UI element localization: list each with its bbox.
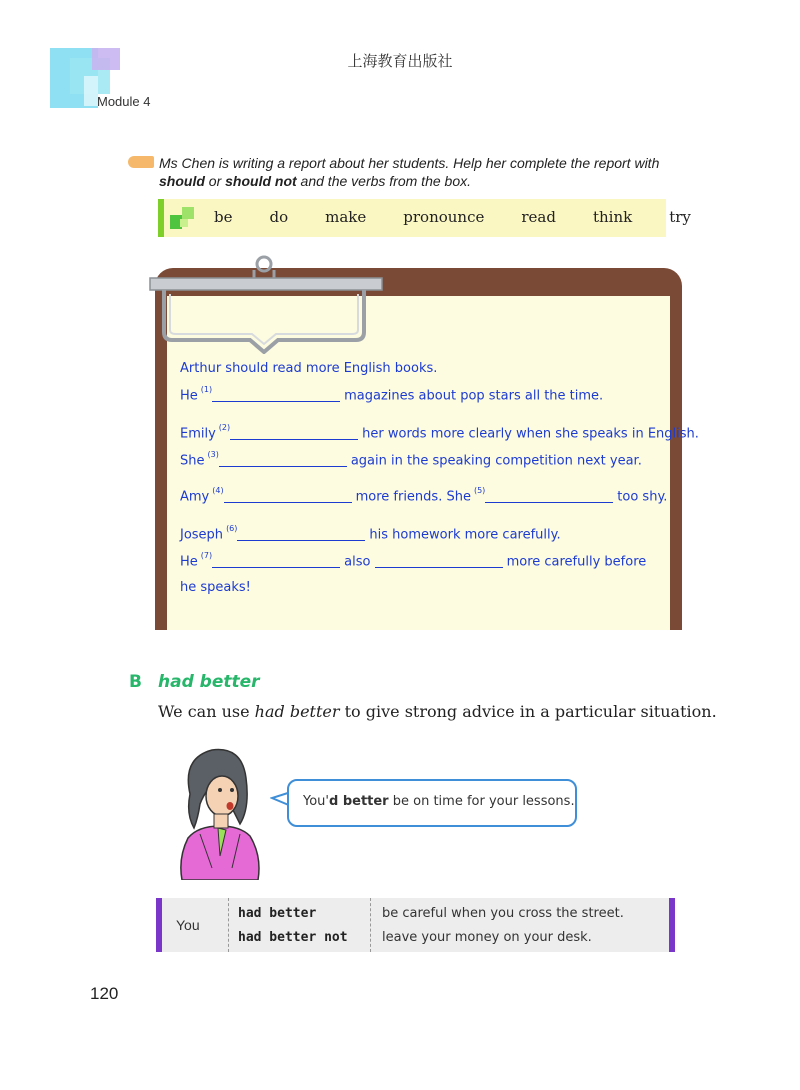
report-line (180, 553, 646, 569)
answer-blank[interactable] (485, 490, 613, 503)
answer-blank[interactable] (224, 490, 352, 503)
report-text: too shy. (617, 489, 668, 505)
word-list (214, 208, 691, 226)
report-line (180, 580, 251, 595)
word-box-decoration (170, 207, 198, 231)
blank-number: (3) (207, 450, 219, 459)
report-line (180, 526, 561, 542)
section-letter: B (129, 672, 142, 692)
teacher-illustration (160, 738, 270, 880)
module-label: Module 4 (97, 94, 151, 109)
blank-number: (1) (200, 385, 213, 394)
description-text: We can use (158, 702, 255, 721)
report-text: He (180, 388, 198, 404)
report-text: also (344, 554, 371, 570)
table-example: leave your money on your desk. (382, 930, 592, 945)
answer-blank[interactable] (375, 555, 503, 568)
report-text: more carefully before (506, 554, 647, 570)
report-text: Emily (180, 426, 216, 442)
speech-text (303, 794, 575, 809)
grammar-table (156, 898, 675, 952)
word-item: do (269, 208, 289, 226)
exercise-instructions (159, 154, 679, 190)
report-text: Joseph (180, 527, 224, 543)
report-text: her words more clearly when she speaks in English. (362, 426, 699, 442)
table-subject: You (176, 917, 200, 933)
description-text: to give strong advice in a particular situation. (339, 702, 717, 721)
answer-blank[interactable] (230, 427, 358, 440)
report-line (180, 452, 642, 468)
instruction-text: or (204, 173, 226, 189)
report-text: he speaks! (180, 580, 251, 595)
report-text: more friends. She (355, 489, 471, 505)
report-line (180, 488, 667, 504)
clipboard-clip-icon (146, 250, 386, 354)
word-item: try (669, 208, 691, 226)
speech-keyword: d better (328, 794, 389, 809)
answer-blank[interactable] (237, 528, 365, 541)
blank-number: (2) (218, 423, 231, 432)
word-item: think (592, 208, 633, 226)
report-text: She (180, 453, 205, 469)
instruction-keyword-should-not: should not (225, 173, 297, 189)
report-text: again in the speaking competition next year. (350, 453, 642, 469)
report-line (180, 425, 699, 441)
table-divider (370, 898, 371, 952)
page-number: 120 (90, 984, 119, 1003)
blank-number: (5) (473, 486, 486, 495)
word-item: pronounce (403, 208, 485, 226)
speech-text-part: You' (303, 794, 329, 809)
instruction-text: and the verbs from the box. (296, 173, 471, 189)
report-text: He (180, 554, 198, 570)
instruction-text: Ms Chen is writing a report about her students. Help her complete the report with (159, 155, 660, 171)
table-form: had better not (238, 930, 348, 945)
report-line (180, 387, 603, 403)
instruction-keyword-should: should (159, 173, 205, 189)
report-line (180, 361, 437, 376)
description-emphasis: had better (254, 702, 340, 721)
answer-blank[interactable] (212, 389, 340, 402)
report-text: his homework more carefully. (369, 527, 561, 543)
table-form: had better (238, 906, 317, 921)
speech-text-part: be on time for your lessons. (388, 794, 575, 809)
section-title: had better (158, 672, 260, 692)
blank-number: (6) (226, 524, 238, 533)
word-box (158, 199, 691, 237)
word-item: read (521, 208, 556, 226)
table-example: be careful when you cross the street. (382, 906, 624, 921)
report-text: Amy (180, 489, 210, 505)
publisher-name: 上海教育出版社 (347, 52, 453, 70)
word-item: make (325, 208, 367, 226)
instruction-marker (128, 156, 154, 168)
table-divider (228, 898, 229, 952)
answer-blank[interactable] (219, 454, 347, 467)
report-text: Arthur should read more English books. (180, 361, 438, 376)
word-item: be (214, 208, 233, 226)
blank-number: (4) (212, 486, 224, 495)
report-text: magazines about pop stars all the time. (344, 388, 604, 404)
answer-blank[interactable] (212, 555, 340, 568)
speech-bubble (287, 779, 577, 827)
section-description (158, 702, 717, 721)
blank-number: (7) (200, 551, 213, 560)
